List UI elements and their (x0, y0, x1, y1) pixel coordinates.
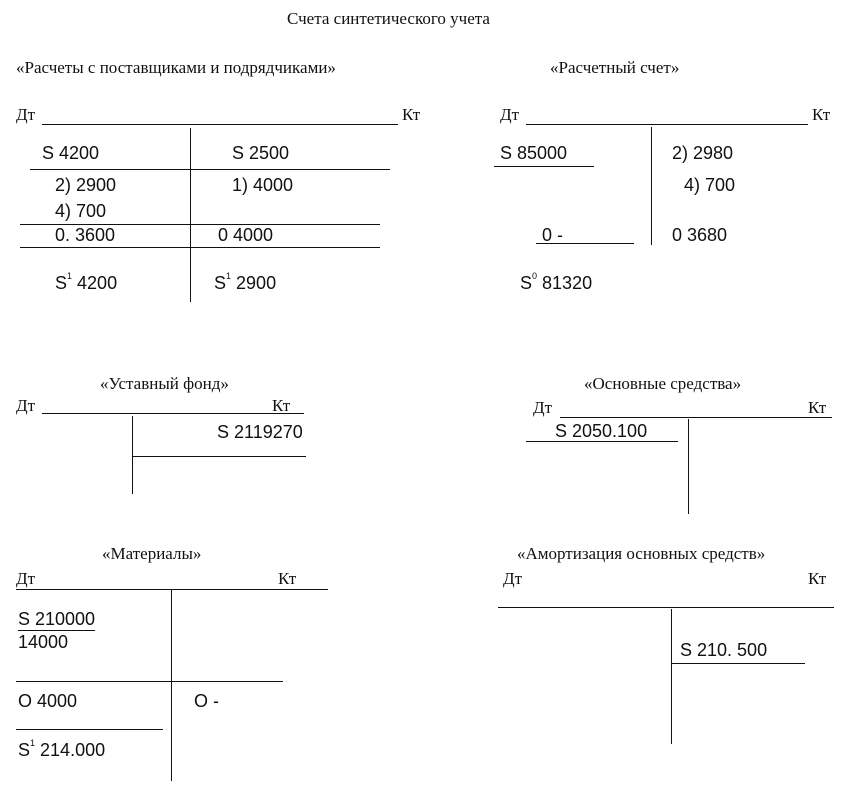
debit-label: Дт (533, 398, 553, 417)
debit-label: Дт (16, 105, 36, 124)
account-title: «Основные средства» (584, 374, 742, 393)
closing-balance: $S^1$ 214.000 (18, 738, 106, 760)
credit-label: Кт (402, 105, 421, 124)
debit-label: Дт (16, 569, 36, 588)
page-title: Счета синтетического учета (287, 9, 490, 28)
turnover-bottom-line (16, 729, 163, 730)
credit-label: Кт (278, 569, 297, 588)
t-account-top-line (42, 413, 304, 414)
credit-turnover: O - (194, 691, 219, 711)
credit-label: Кт (272, 396, 291, 415)
credit-separator (671, 663, 805, 664)
opening-separator (30, 169, 390, 170)
t-account-top-line (42, 124, 398, 125)
debit-turnover: O 4000 (18, 691, 78, 711)
turnover-bottom-line (20, 247, 380, 248)
t-account-divider (651, 127, 652, 245)
credit-closing-balance: $S^1$ 2900 (214, 271, 277, 293)
account-title: «Расчеты с поставщиками и подрядчиками» (16, 58, 336, 77)
turnover-line (536, 243, 634, 244)
debit-opening-balance: S 4200 (42, 143, 100, 163)
debit-operation: 14000 (18, 632, 69, 652)
credit-label: Кт (808, 398, 827, 417)
credit-label: Кт (812, 105, 831, 124)
debit-closing-balance: $S^1$ 4200 (55, 271, 118, 293)
credit-operation: 2) 2980 (672, 143, 734, 163)
account-title: «Амортизация основных средств» (517, 544, 766, 563)
t-account-divider (671, 609, 672, 744)
account-title: «Расчетный счет» (550, 58, 680, 77)
t-account-divider (190, 128, 191, 302)
t-account-top-line (526, 124, 808, 125)
t-account-top-line (560, 417, 832, 418)
debit-turnover: 0 - (542, 225, 564, 245)
debit-label: Дт (500, 105, 520, 124)
debit-label: Дт (503, 569, 523, 588)
credit-opening-balance: S 210. 500 (680, 640, 768, 660)
credit-turnover: 0 4000 (218, 225, 274, 245)
credit-label: Кт (808, 569, 827, 588)
t-account-divider (132, 416, 133, 494)
debit-operation: 4) 700 (55, 201, 107, 221)
opening-separator (494, 166, 594, 167)
credit-separator (132, 456, 306, 457)
debit-label: Дт (16, 396, 36, 415)
credit-operation: 4) 700 (684, 175, 736, 195)
credit-operation: 1) 4000 (232, 175, 294, 195)
debit-operation: 2) 2900 (55, 175, 117, 195)
t-account-divider (171, 589, 172, 781)
turnover-top-line (16, 681, 283, 682)
t-account-divider (688, 419, 689, 514)
closing-balance: $S^0$ 81320 (520, 271, 593, 293)
t-account-top-line (498, 607, 834, 608)
credit-opening-balance: S 2119270 (217, 422, 303, 442)
credit-opening-balance: S 2500 (232, 143, 290, 163)
account-title: «Уставный фонд» (100, 374, 229, 393)
debit-turnover: 0. 3600 (55, 225, 116, 245)
t-account-top-line (16, 589, 328, 590)
debit-opening-balance: S 85000 (500, 143, 568, 163)
credit-turnover: 0 3680 (672, 225, 728, 245)
account-title: «Материалы» (102, 544, 202, 563)
debit-opening-balance: S 210000 (18, 609, 96, 629)
debit-separator (526, 441, 678, 442)
debit-opening-balance: S 2050.100 (555, 421, 648, 441)
